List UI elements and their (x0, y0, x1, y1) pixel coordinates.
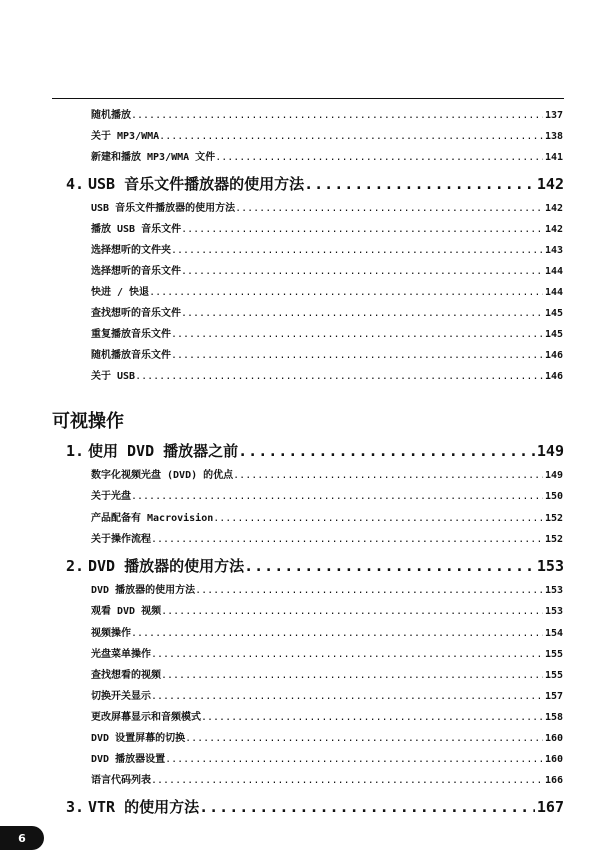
toc-entry-label: 关于 USB (91, 371, 136, 382)
toc-entry-page: 150 (544, 491, 563, 502)
toc-entry-page: 158 (544, 712, 563, 723)
page-number: 6 (18, 831, 26, 845)
toc-entry[interactable] (91, 533, 563, 547)
toc-entry[interactable] (91, 711, 563, 725)
chapter-page: 167 (536, 798, 564, 816)
toc-entry-page: 166 (544, 775, 563, 786)
toc-entry[interactable] (91, 605, 563, 619)
toc-entry-page: 142 (544, 203, 563, 214)
chapter-number: 3. (66, 798, 85, 816)
dot-leader (135, 370, 543, 384)
dot-leader (151, 690, 543, 704)
toc-entry[interactable] (91, 774, 563, 788)
toc-entry-label: 观看 DVD 视频 (91, 606, 162, 617)
toc-entry[interactable] (91, 753, 563, 767)
toc-entry-label: 切换开关显示 (91, 691, 151, 702)
toc-entry-label: 新建和播放 MP3/WMA 文件 (91, 152, 216, 163)
toc-entry[interactable] (91, 669, 563, 683)
chapter-page: 142 (536, 175, 564, 193)
toc-entry-page: 149 (544, 470, 563, 481)
chapter-page: 153 (536, 557, 564, 575)
toc-entry-label: 视频操作 (91, 628, 131, 639)
toc-entry-label: 产品配备有 Macrovision (91, 513, 214, 524)
toc-entry-label: DVD 播放器设置 (91, 754, 166, 765)
toc-entry-page: 146 (544, 371, 563, 382)
section-title: 可视操作 (52, 411, 124, 432)
chapter-number: 1. (66, 442, 85, 460)
toc-entry[interactable] (91, 584, 563, 598)
dot-leader (201, 711, 543, 725)
dot-leader (159, 130, 543, 144)
toc-entry-label: 数字化视频光盘 (DVD) 的优点 (91, 470, 234, 481)
toc-entry-label: 语言代码列表 (91, 775, 151, 786)
toc-entry-label: 快进 / 快退 (91, 287, 150, 298)
toc-entry[interactable] (91, 469, 563, 483)
toc-entry-label: 关于光盘 (91, 491, 131, 502)
dot-leader (238, 441, 535, 461)
toc-entry-page: 144 (544, 266, 563, 277)
toc-entry-page: 155 (544, 670, 563, 681)
toc-entry-page: 152 (544, 513, 563, 524)
toc-entry-page: 142 (544, 224, 563, 235)
dot-leader (171, 244, 543, 258)
chapter-title: USB 音乐文件播放器的使用方法 (88, 175, 305, 193)
toc-entry[interactable] (91, 109, 563, 123)
toc-entry[interactable] (91, 223, 563, 237)
dot-leader (171, 349, 543, 363)
chapter-page: 149 (536, 442, 564, 460)
toc-entry[interactable] (91, 130, 563, 144)
toc-entry[interactable] (91, 648, 563, 662)
toc-entry[interactable] (91, 328, 563, 342)
chapter-number: 4. (66, 175, 85, 193)
dot-leader (304, 174, 535, 194)
toc-entry-page: 144 (544, 287, 563, 298)
dot-leader (161, 669, 543, 683)
toc-entry[interactable] (91, 512, 563, 526)
toc-entry-label: 更改屏幕显示和音频模式 (91, 712, 201, 723)
dot-leader (181, 223, 543, 237)
chapter-title: 使用 DVD 播放器之前 (88, 442, 239, 460)
toc-entry-label: 关于 MP3/WMA (91, 131, 160, 142)
toc-entry-label: USB 音乐文件播放器的使用方法 (91, 203, 236, 214)
toc-entry[interactable] (91, 202, 563, 216)
dot-leader (161, 605, 543, 619)
dot-leader (131, 490, 543, 504)
dot-leader (171, 328, 543, 342)
dot-leader (185, 732, 543, 746)
dot-leader (181, 265, 543, 279)
dot-leader (151, 533, 543, 547)
toc-entry-page: 143 (544, 245, 563, 256)
chapter-title: DVD 播放器的使用方法 (88, 557, 245, 575)
dot-leader (235, 202, 543, 216)
toc-entry[interactable] (91, 244, 563, 258)
dot-leader (213, 512, 543, 526)
toc-entry[interactable] (91, 490, 563, 504)
toc-entry-page: 153 (544, 585, 563, 596)
toc-entry-label: 选择想听的音乐文件 (91, 266, 181, 277)
toc-entry[interactable] (91, 690, 563, 704)
chapter-heading-4[interactable] (66, 174, 564, 194)
toc-entry-page: 160 (544, 754, 563, 765)
toc-entry[interactable] (91, 265, 563, 279)
toc-entry-label: DVD 设置屏幕的切换 (91, 733, 186, 744)
toc-entry-page: 137 (544, 110, 563, 121)
toc-entry-page: 145 (544, 308, 563, 319)
toc-entry-page: 155 (544, 649, 563, 660)
toc-entry-page: 152 (544, 534, 563, 545)
dot-leader (149, 286, 543, 300)
toc-entry-page: 146 (544, 350, 563, 361)
toc-entry-page: 141 (544, 152, 563, 163)
dot-leader (151, 648, 543, 662)
toc-entry[interactable] (91, 627, 563, 641)
dot-leader (199, 797, 535, 817)
toc-entry-label: 查找想听的音乐文件 (91, 308, 181, 319)
chapter-number: 2. (66, 557, 85, 575)
toc-entry-page: 145 (544, 329, 563, 340)
toc-entry-label: 光盘菜单操作 (91, 649, 151, 660)
dot-leader (215, 151, 543, 165)
toc-entry[interactable] (91, 307, 563, 321)
dot-leader (151, 774, 543, 788)
page-number-tab (0, 826, 44, 850)
chapter-heading-1[interactable] (66, 441, 564, 461)
toc-entry[interactable] (91, 151, 563, 165)
toc-entry-page: 138 (544, 131, 563, 142)
toc-entry-page: 153 (544, 606, 563, 617)
toc-entry-page: 160 (544, 733, 563, 744)
dot-leader (131, 109, 543, 123)
toc-entry[interactable] (91, 286, 563, 300)
chapter-heading-3[interactable] (66, 797, 564, 817)
toc-entry[interactable] (91, 349, 563, 363)
toc-entry-label: 播放 USB 音乐文件 (91, 224, 182, 235)
chapter-heading-2[interactable] (66, 556, 564, 576)
toc-entry-label: 随机播放 (91, 110, 131, 121)
toc-entry-label: 重复播放音乐文件 (91, 329, 171, 340)
toc-entry-label: 选择想听的文件夹 (91, 245, 171, 256)
toc-entry-label: 查找想看的视频 (91, 670, 161, 681)
toc-entry-page: 154 (544, 628, 563, 639)
toc-entry-label: 关于操作流程 (91, 534, 151, 545)
dot-leader (181, 307, 543, 321)
toc-entry[interactable] (91, 370, 563, 384)
dot-leader (131, 627, 543, 641)
toc-entry-page: 157 (544, 691, 563, 702)
dot-leader (195, 584, 543, 598)
top-rule (52, 98, 564, 99)
dot-leader (233, 469, 543, 483)
toc-entry[interactable] (91, 732, 563, 746)
chapter-title: VTR 的使用方法 (88, 798, 200, 816)
toc-entry-label: DVD 播放器的使用方法 (91, 585, 196, 596)
dot-leader (244, 556, 535, 576)
dot-leader (165, 753, 543, 767)
toc-entry-label: 随机播放音乐文件 (91, 350, 171, 361)
